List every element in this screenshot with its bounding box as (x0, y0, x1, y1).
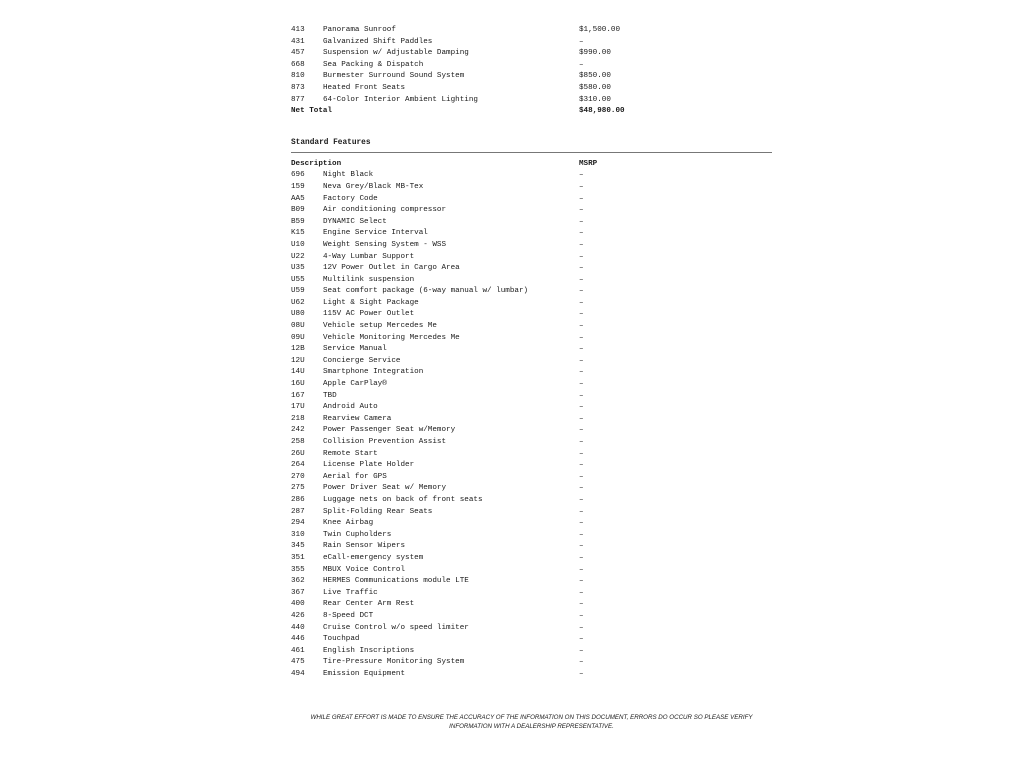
item-price: – (579, 356, 584, 365)
column-header-msrp: MSRP (579, 159, 598, 168)
item-code: 345 (291, 542, 305, 551)
item-description: Tire-Pressure Monitoring System (323, 658, 465, 667)
item-price: $850.00 (579, 72, 611, 81)
item-price: – (579, 333, 584, 342)
item-price: $1,500.00 (579, 26, 621, 34)
option-row (291, 95, 772, 107)
item-price: – (579, 182, 584, 191)
feature-row (291, 367, 772, 379)
feature-row (291, 321, 772, 333)
item-code: 26U (291, 449, 305, 458)
item-code: 351 (291, 553, 305, 562)
item-price: – (579, 206, 584, 215)
item-price: – (579, 287, 584, 296)
item-code: K15 (291, 229, 305, 238)
item-code: 475 (291, 658, 305, 667)
item-code: B59 (291, 217, 305, 226)
item-price: – (579, 600, 584, 609)
feature-row (291, 228, 772, 240)
item-code: 440 (291, 623, 305, 632)
item-description: Service Manual (323, 345, 387, 354)
option-row (291, 25, 772, 37)
item-price: – (579, 322, 584, 331)
item-code: 310 (291, 530, 305, 539)
feature-row (291, 518, 772, 530)
item-code: 287 (291, 507, 305, 516)
item-code: 16U (291, 380, 305, 389)
item-price: – (579, 60, 584, 69)
item-description: Aerial for GPS (323, 472, 387, 481)
item-description: Heated Front Seats (323, 83, 406, 92)
item-description: License Plate Holder (323, 461, 415, 470)
feature-row (291, 344, 772, 356)
item-price: – (579, 275, 584, 284)
feature-row (291, 553, 772, 565)
item-price: – (579, 264, 584, 273)
item-description: Twin Cupholders (323, 530, 392, 539)
feature-row (291, 472, 772, 484)
feature-row (291, 623, 772, 635)
item-description: Cruise Control w/o speed limiter (323, 623, 469, 632)
item-description: Live Traffic (323, 588, 378, 597)
feature-row (291, 657, 772, 669)
item-description: Vehicle Monitoring Mercedes Me (323, 333, 460, 342)
item-code: 877 (291, 95, 305, 104)
item-code: 08U (291, 322, 305, 331)
feature-row (291, 425, 772, 437)
item-description: eCall-emergency system (323, 553, 424, 562)
item-code: 12U (291, 356, 305, 365)
item-price: – (579, 368, 584, 377)
item-code: 167 (291, 391, 305, 400)
item-description: Rearview Camera (323, 414, 392, 423)
item-code: 355 (291, 565, 305, 574)
item-description: MBUX Voice Control (323, 565, 406, 574)
feature-row (291, 576, 772, 588)
item-price: – (579, 635, 584, 644)
item-price: – (579, 310, 584, 319)
item-description: DYNAMIC Select (323, 217, 387, 226)
item-code: 431 (291, 37, 305, 46)
feature-row (291, 286, 772, 298)
item-price: – (579, 507, 584, 516)
item-description: Vehicle setup Mercedes Me (323, 322, 437, 331)
feature-row (291, 356, 772, 368)
item-description: Factory Code (323, 194, 378, 203)
item-price: – (579, 345, 584, 354)
disclaimer-text: WHILE GREAT EFFORT IS MADE TO ENSURE THE ACCURACY OF THE INFORMATION ON THIS DOCUMENT, ERRORS DO OCCUR SO PLEASE VERIFY INFORMATION WITH A DEALERSHIP REPRESENTATIVE. (310, 714, 753, 730)
item-price: $310.00 (579, 95, 611, 104)
feature-row (291, 379, 772, 391)
item-code: U59 (291, 287, 305, 296)
item-code: U22 (291, 252, 305, 261)
item-price: – (579, 461, 584, 470)
window-sticker-sheet (291, 25, 772, 680)
item-price: – (579, 472, 584, 481)
item-price: – (579, 217, 584, 226)
item-code: 258 (291, 438, 305, 446)
feature-row (291, 588, 772, 600)
column-header-description: Description (291, 159, 342, 168)
feature-row (291, 483, 772, 495)
item-code: 457 (291, 49, 305, 58)
item-code: 668 (291, 60, 305, 69)
item-description: Seat comfort package (6-way manual w/ lumbar) (323, 287, 529, 296)
net-total-row (291, 106, 772, 118)
item-description: Knee Airbag (323, 519, 374, 528)
feature-row (291, 599, 772, 611)
item-code: 12B (291, 345, 305, 354)
item-price: – (579, 669, 584, 678)
item-price: – (579, 646, 584, 655)
item-description: 4-Way Lumbar Support (323, 252, 415, 261)
feature-row (291, 634, 772, 646)
item-description: Panorama Sunroof (323, 26, 396, 34)
item-code: U35 (291, 264, 305, 273)
feature-row (291, 669, 772, 681)
item-code: 461 (291, 646, 305, 655)
item-code: U55 (291, 275, 305, 284)
feature-row (291, 530, 772, 542)
feature-row (291, 495, 772, 507)
feature-row (291, 402, 772, 414)
item-code: B09 (291, 206, 305, 215)
item-code: 494 (291, 669, 305, 678)
item-price: – (579, 623, 584, 632)
item-code: 286 (291, 495, 305, 504)
item-description: Collision Prevention Assist (323, 438, 447, 446)
item-code: U10 (291, 240, 305, 249)
item-price: – (579, 240, 584, 249)
item-price: – (579, 229, 584, 238)
item-price: – (579, 519, 584, 528)
item-price: – (579, 449, 584, 458)
item-price: $580.00 (579, 83, 611, 92)
item-price: – (579, 391, 584, 400)
feature-row (291, 217, 772, 229)
feature-row (291, 541, 772, 553)
item-code: 159 (291, 182, 305, 191)
item-price: – (579, 530, 584, 539)
item-description: Night Black (323, 171, 374, 180)
item-description: Neva Grey/Black MB-Tex (323, 182, 424, 191)
feature-row (291, 391, 772, 403)
item-code: 413 (291, 26, 305, 34)
item-price: – (579, 438, 584, 446)
feature-row (291, 205, 772, 217)
feature-row (291, 507, 772, 519)
feature-row (291, 240, 772, 252)
feature-row (291, 437, 772, 449)
net-total-value: $48,980.00 (579, 107, 625, 116)
item-code: 362 (291, 577, 305, 586)
item-price: – (579, 171, 584, 180)
item-description: TBD (323, 391, 337, 400)
item-description: Luggage nets on back of front seats (323, 495, 483, 504)
item-code: 367 (291, 588, 305, 597)
item-code: AA5 (291, 194, 305, 203)
feature-row (291, 275, 772, 287)
section-divider (291, 152, 772, 153)
item-description: Galvanized Shift Paddles (323, 37, 433, 46)
item-description: Power Passenger Seat w/Memory (323, 426, 456, 435)
feature-row (291, 263, 772, 275)
standard-features-list (291, 170, 772, 680)
item-description: 64-Color Interior Ambient Lighting (323, 95, 478, 104)
item-code: 270 (291, 472, 305, 481)
item-description: Power Driver Seat w/ Memory (323, 484, 447, 493)
item-price: – (579, 553, 584, 562)
feature-row (291, 414, 772, 426)
item-description: 115V AC Power Outlet (323, 310, 415, 319)
item-code: 275 (291, 484, 305, 493)
item-description: English Inscriptions (323, 646, 415, 655)
feature-row (291, 333, 772, 345)
item-price: – (579, 577, 584, 586)
feature-row (291, 460, 772, 472)
item-description: Weight Sensing System - WSS (323, 240, 447, 249)
item-price: – (579, 542, 584, 551)
options-list (291, 25, 772, 106)
item-price: – (579, 37, 584, 46)
item-description: Light & Sight Package (323, 298, 419, 307)
item-price: – (579, 426, 584, 435)
item-code: 810 (291, 72, 305, 81)
option-row (291, 60, 772, 72)
item-description: Split-Folding Rear Seats (323, 507, 433, 516)
feature-row (291, 252, 772, 264)
item-code: U62 (291, 298, 305, 307)
item-description: Suspension w/ Adjustable Damping (323, 49, 469, 58)
option-row (291, 83, 772, 95)
item-code: 17U (291, 403, 305, 412)
item-code: 426 (291, 611, 305, 620)
item-description: Smartphone Integration (323, 368, 424, 377)
item-description: HERMES Communications module LTE (323, 577, 469, 586)
item-price: – (579, 658, 584, 667)
item-description: Burmester Surround Sound System (323, 72, 465, 81)
item-code: 446 (291, 635, 305, 644)
item-price: – (579, 588, 584, 597)
feature-row (291, 611, 772, 623)
item-price: – (579, 298, 584, 307)
item-description: Rear Center Arm Rest (323, 600, 415, 609)
item-code: 294 (291, 519, 305, 528)
feature-row (291, 646, 772, 658)
option-row (291, 71, 772, 83)
item-description: Apple CarPlay® (323, 380, 387, 389)
item-code: 09U (291, 333, 305, 342)
item-price: – (579, 194, 584, 203)
item-price: $990.00 (579, 49, 611, 58)
item-description: Multilink suspension (323, 275, 415, 284)
item-code: 218 (291, 414, 305, 423)
feature-row (291, 309, 772, 321)
feature-row (291, 194, 772, 206)
item-description: 8-Speed DCT (323, 611, 374, 620)
item-description: 12V Power Outlet in Cargo Area (323, 264, 460, 273)
item-description: Rain Sensor Wipers (323, 542, 406, 551)
item-code: 14U (291, 368, 305, 377)
feature-row (291, 298, 772, 310)
net-total-label: Net Total (291, 107, 333, 116)
item-price: – (579, 565, 584, 574)
feature-row (291, 565, 772, 577)
item-description: Sea Packing & Dispatch (323, 60, 424, 69)
item-description: Android Auto (323, 403, 378, 412)
item-price: – (579, 611, 584, 620)
item-description: Touchpad (323, 635, 360, 644)
standard-features-header (291, 159, 772, 171)
item-price: – (579, 380, 584, 389)
item-description: Concierge Service (323, 356, 401, 365)
item-code: 873 (291, 83, 305, 92)
item-code: 696 (291, 171, 305, 180)
item-code: 242 (291, 426, 305, 435)
item-price: – (579, 495, 584, 504)
option-row (291, 48, 772, 60)
item-price: – (579, 403, 584, 412)
item-description: Air conditioning compressor (323, 206, 447, 215)
item-price: – (579, 252, 584, 261)
item-price: – (579, 484, 584, 493)
feature-row (291, 170, 772, 182)
standard-features-title: Standard Features (291, 138, 371, 147)
item-code: 400 (291, 600, 305, 609)
item-code: 264 (291, 461, 305, 470)
item-code: U80 (291, 310, 305, 319)
feature-row (291, 182, 772, 194)
option-row (291, 37, 772, 49)
item-description: Engine Service Interval (323, 229, 428, 238)
item-price: – (579, 414, 584, 423)
item-description: Emission Equipment (323, 669, 406, 678)
item-description: Remote Start (323, 449, 378, 458)
feature-row (291, 449, 772, 461)
